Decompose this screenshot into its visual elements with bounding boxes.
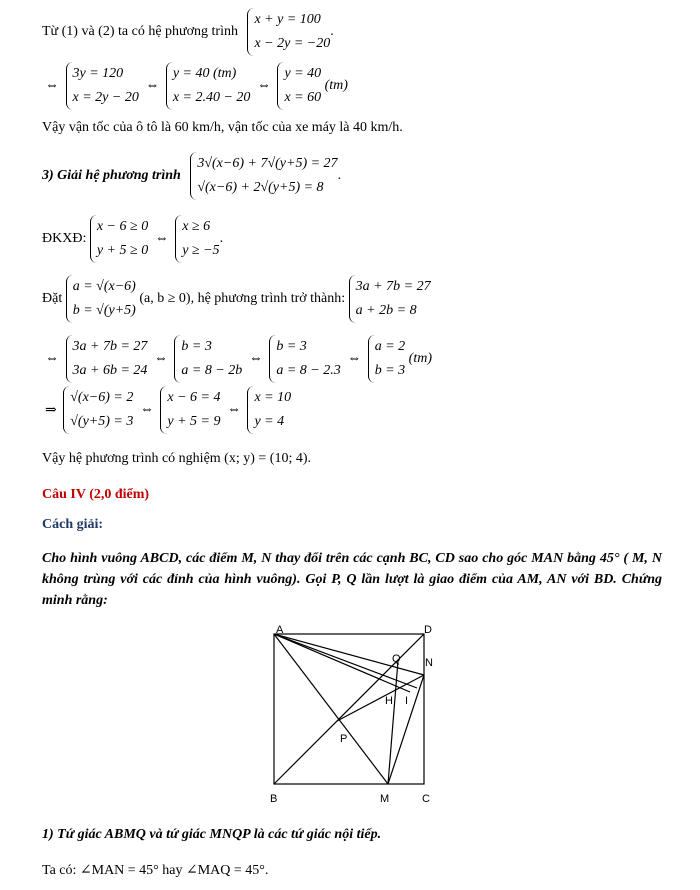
segment-an: [274, 634, 424, 675]
conclusion-solution: Vậy hệ phương trình có nghiệm (x; y) = (10; 4).: [42, 451, 312, 466]
label-m: M: [380, 793, 390, 805]
equivalent-arrow-icon: ⇔: [139, 402, 154, 417]
system-1: x + y = 100 x − 2y = −20: [247, 8, 330, 56]
label-a: A: [276, 624, 284, 636]
part3-line: 3) Giải hệ phương trình 3√(x−6) + 7√(y+5) = 27 √(x−6) + 2√(y+5) = 8 .: [42, 152, 341, 200]
intro-text: Từ (1) và (2) ta có hệ phương trình: [42, 24, 238, 40]
dkxd-line: ĐKXĐ: x − 6 ≥ 0 y + 5 ≥ 0 ⇔ x ≥ 6 y ≥ −5 .: [42, 215, 223, 263]
equivalent-arrow-icon: ⇔: [154, 231, 169, 246]
equivalent-arrow-icon: ⇔: [347, 351, 362, 366]
part3-title: 3) Giải hệ phương trình: [42, 168, 181, 183]
equivalent-arrow-icon: ⇔: [153, 351, 168, 366]
equivalent-arrow-icon: ⇔: [256, 78, 271, 93]
equivalent-arrow-icon: ⇔: [248, 351, 263, 366]
segment-ah: [274, 634, 410, 692]
equivalent-arrow-icon: ⇔: [45, 78, 59, 93]
label-p: P: [340, 733, 348, 745]
ta-co-line: Ta có: ∠MAN = 45° hay ∠MAQ = 45°.: [42, 863, 269, 878]
system-intro-line: Từ (1) và (2) ta có hệ phương trình x + y = 100 x − 2y = −20 .: [42, 8, 334, 56]
solution-step-2: ⇔ 3a + 7b = 27 3a + 6b = 24 ⇔ b = 3 a = 8 − 2b ⇔ b = 3 a = 8 − 2.3 ⇔ a = 2 b = 3 (tm): [42, 335, 432, 383]
equivalent-arrow-icon: ⇔: [145, 78, 160, 93]
diagonal-bd: [274, 634, 424, 784]
solution-step-1: ⇔ 3y = 120 x = 2y − 20 ⇔ y = 40 (tm) x = 2.40 − 20 ⇔ y = 40 x = 60 (tm): [42, 62, 348, 110]
label-d: D: [424, 624, 432, 636]
geometry-figure: [260, 620, 440, 810]
part1-title: 1) Tứ giác ABMQ và tứ giác MNQP là các tứ giác nội tiếp.: [42, 827, 382, 842]
label-n: N: [425, 657, 433, 669]
equivalent-arrow-icon: ⇔: [45, 351, 59, 366]
label-i: I: [405, 695, 409, 707]
implies-arrow-icon: ⇒: [45, 402, 57, 418]
label-b: B: [270, 793, 278, 805]
label-q: Q: [392, 653, 401, 665]
segment-am: [274, 634, 388, 784]
method-label: Cách giải:: [42, 517, 104, 532]
label-h: H: [385, 695, 393, 707]
problem-statement: Cho hình vuông ABCD, các điểm M, N thay đổi trên các cạnh BC, CD sao cho góc MAN bằng 45° ( M, N không trùng với các đỉnh của hình vuông). Gọi P, Q lần lượt là giao điểm của AM, AN với BD. Chứng minh rằng:: [42, 551, 662, 608]
equivalent-arrow-icon: ⇔: [226, 402, 241, 417]
substitution-line: Đặt a = √(x−6) b = √(y+5) (a, b ≥ 0), hệ phương trình trở thành: 3a + 7b = 27 a + 2b = 8: [42, 275, 431, 323]
part3-system: 3√(x−6) + 7√(y+5) = 27 √(x−6) + 2√(y+5) = 8: [190, 152, 337, 200]
section-title: Câu IV (2,0 điểm): [42, 487, 150, 502]
conclusion-speed: Vậy vận tốc của ô tô là 60 km/h, vận tốc của xe máy là 40 km/h.: [42, 120, 403, 135]
solution-step-3: ⇒ √(x−6) = 2 √(y+5) = 3 ⇔ x − 6 = 4 y + 5 = 9 ⇔ x = 10 y = 4: [42, 386, 291, 434]
label-c: C: [422, 793, 430, 805]
